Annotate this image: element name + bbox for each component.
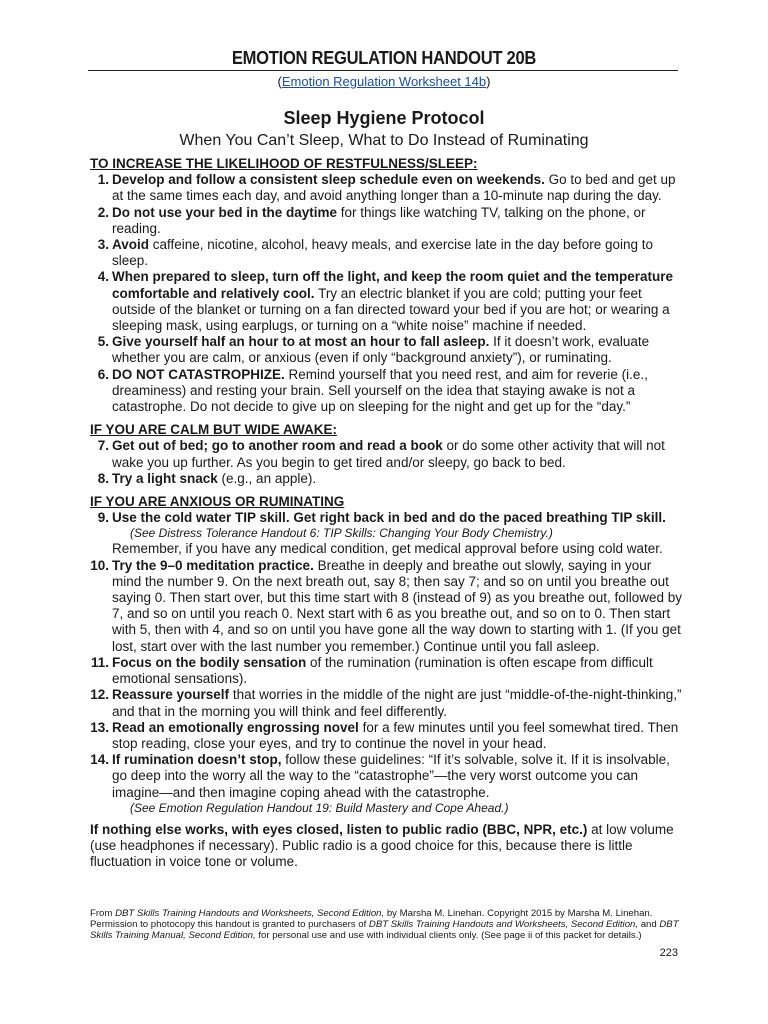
item-lead: Try the 9–0 meditation practice.: [112, 557, 314, 573]
item-text: Go to bed and get up at the same times each day, and avoid anything longer than a 10-minute nap during the day.: [112, 172, 676, 204]
list-item: [90, 172, 684, 204]
list-item: [90, 438, 684, 470]
item-number: 9.: [97, 510, 109, 526]
item-lead: Read an emotionally engrossing novel: [112, 719, 359, 735]
item-lead: Give yourself half an hour to at most an hour to fall asleep.: [112, 334, 490, 350]
item-number: 1.: [97, 172, 109, 188]
item-number: 8.: [97, 470, 109, 486]
list-item: [90, 367, 684, 416]
anxious-list: [90, 558, 684, 752]
item-number: 10.: [90, 557, 109, 573]
cross-reference: (See Distress Tolerance Handout 6: TIP Skills: Changing Your Body Chemistry.): [130, 526, 553, 541]
calm-list: [90, 438, 684, 487]
list-item: [90, 269, 684, 334]
list-item: [90, 334, 684, 366]
item-number: 2.: [97, 204, 109, 220]
item-text: Breathe in deeply and breathe out slowly, saying in your mind the number 9. On the next breath out, say 8; then say 7; and so on until you breathe out saying 0. Then start over, but this time start with 8 (instead of 9) as you breathe out, followed by 7, and so on until you reach 0. Next start with 6 as you breathe out, and so on to 0. Then start with 5, then with 4, and so on until you have gone all the way down to starting with 1. (If you get lost, start over with the last number you remember.) Continue until you fall asleep.: [112, 557, 683, 654]
list-item: [90, 752, 684, 801]
page-title: Sleep Hygiene Protocol: [283, 108, 485, 128]
item-number: 4.: [97, 269, 109, 285]
item-text: Remind yourself that you need rest, and aim for reverie (i.e., dreaminess) and resting your brain. Sell yourself on the idea that staying awake is not a catastrophe. Do not decide to give up on sleeping for the night and get up for the “day.”: [112, 366, 648, 415]
header-rule: [88, 70, 678, 71]
list-item-continuation: Remember, if you have any medical condition, get medical approval before using cold water.: [112, 541, 663, 557]
item-lead: Develop and follow a consistent sleep schedule even on weekends.: [112, 172, 545, 188]
section-heading-calm: IF YOU ARE CALM BUT WIDE AWAKE:: [90, 422, 337, 438]
list-item: [90, 471, 684, 487]
item-number: 13.: [90, 719, 109, 735]
item-number: 3.: [97, 237, 109, 253]
item-lead: Get out of bed; go to another room and read a book: [112, 438, 443, 454]
page-number: 223: [659, 947, 678, 959]
list-item: [90, 655, 684, 687]
list-item: [90, 510, 684, 526]
item-lead: Reassure yourself: [112, 687, 230, 703]
item-text: that worries in the middle of the night are just “middle-of-the-night-thinking,” and that in the morning you will think and feel differently.: [112, 687, 682, 719]
item-lead: Avoid: [112, 237, 149, 253]
item-lead: DO NOT CATASTROPHIZE.: [112, 366, 285, 382]
item-number: 6.: [97, 366, 109, 382]
item-text: of the rumination (rumination is often escape from difficult emotional sensations).: [112, 654, 653, 687]
item-text: or do some other activity that will not wake you up further. As you begin to get tired and/or sleepy, go back to bed.: [112, 438, 665, 470]
list-item: [90, 720, 684, 752]
item-number: 7.: [97, 438, 109, 454]
item-lead: When prepared to sleep, turn off the light, and keep the room quiet and the temperature comfortable and relatively cool.: [112, 269, 674, 301]
worksheet-reference: (Emotion Regulation Worksheet 14b): [277, 74, 491, 89]
handout-number-heading: EMOTION REGULATION HANDOUT 20B: [231, 48, 537, 68]
item-text: for things like watching TV, talking on the phone, or reading.: [112, 204, 646, 236]
item-lead: Use the cold water TIP skill. Get right back in bed and do the paced breathing TIP skill.: [112, 510, 666, 526]
closing-text: at low volume (use headphones if necessary). Public radio is a good choice for this, because there is little fluctuation in voice tone or volume.: [90, 821, 674, 870]
item-text: caffeine, nicotine, alcohol, heavy meals, and exercise late in the day before going to sleep.: [112, 237, 654, 269]
closing-paragraph: [90, 822, 684, 871]
section-heading-restfulness: TO INCREASE THE LIKELIHOOD OF RESTFULNESS/SLEEP:: [90, 156, 478, 171]
worksheet-link[interactable]: Emotion Regulation Worksheet 14b: [281, 74, 487, 89]
restfulness-list: [90, 172, 684, 415]
item-lead: If rumination doesn’t stop,: [112, 752, 282, 768]
item-number: 14.: [90, 752, 109, 768]
item-lead: Try a light snack: [112, 470, 218, 486]
section-heading-anxious: IF YOU ARE ANXIOUS OR RUMINATING: [90, 494, 345, 510]
list-item: [90, 558, 684, 655]
closing-lead: If nothing else works, with eyes closed, listen to public radio (BBC, NPR, etc.): [90, 821, 588, 837]
item-text: (e.g., an apple).: [217, 470, 317, 486]
page-subtitle: When You Can’t Sleep, What to Do Instead of Ruminating: [179, 132, 589, 149]
item-number: 12.: [90, 687, 109, 703]
item-number: 5.: [97, 334, 109, 350]
item-text: follow these guidelines: “If it’s solvable, solve it. If it is insolvable, go deep into the worry all the way to the “catastrophe”—the very worst outcome you can imagine—and then imagine coping ahead with the catastrophe.: [112, 752, 670, 800]
item-text: If it doesn’t work, evaluate whether you are calm, or anxious (even if only “background anxiety”), or ruminating.: [112, 334, 650, 366]
list-item: [90, 687, 684, 719]
item-lead: Focus on the bodily sensation: [112, 654, 307, 670]
list-item: [90, 237, 684, 269]
item-lead: Do not use your bed in the daytime: [112, 204, 338, 220]
copyright-footer: From DBT Skills Training Handouts and Worksheets, Second Edition, by Marsha M. Linehan. Copyright 2015 by Marsha M. Linehan. Permission to photocopy this handout is granted to purchasers of DBT Skills Training Handouts and Worksheets, Second Edition, and DBT Skills Training Manual, Second Edition, for personal use and use with individual clients only. (See page ii of this packet for details.): [90, 908, 679, 942]
item-number: 11.: [90, 654, 109, 670]
list-item: [90, 205, 684, 237]
item-text: Try an electric blanket if you are cold; putting your feet outside of the blanket or turning on a fan directed toward your bed if you are hot; or wearing a sleeping mask, using earplugs, or turning on a “white noise” machine if needed.: [112, 285, 670, 334]
handout-body: [90, 156, 684, 870]
item-text: for a few minutes until you feel somewhat tired. Then stop reading, close your eyes, and try to continue the novel in your head.: [112, 719, 679, 751]
cross-reference: (See Emotion Regulation Handout 19: Build Mastery and Cope Ahead.): [130, 800, 509, 815]
